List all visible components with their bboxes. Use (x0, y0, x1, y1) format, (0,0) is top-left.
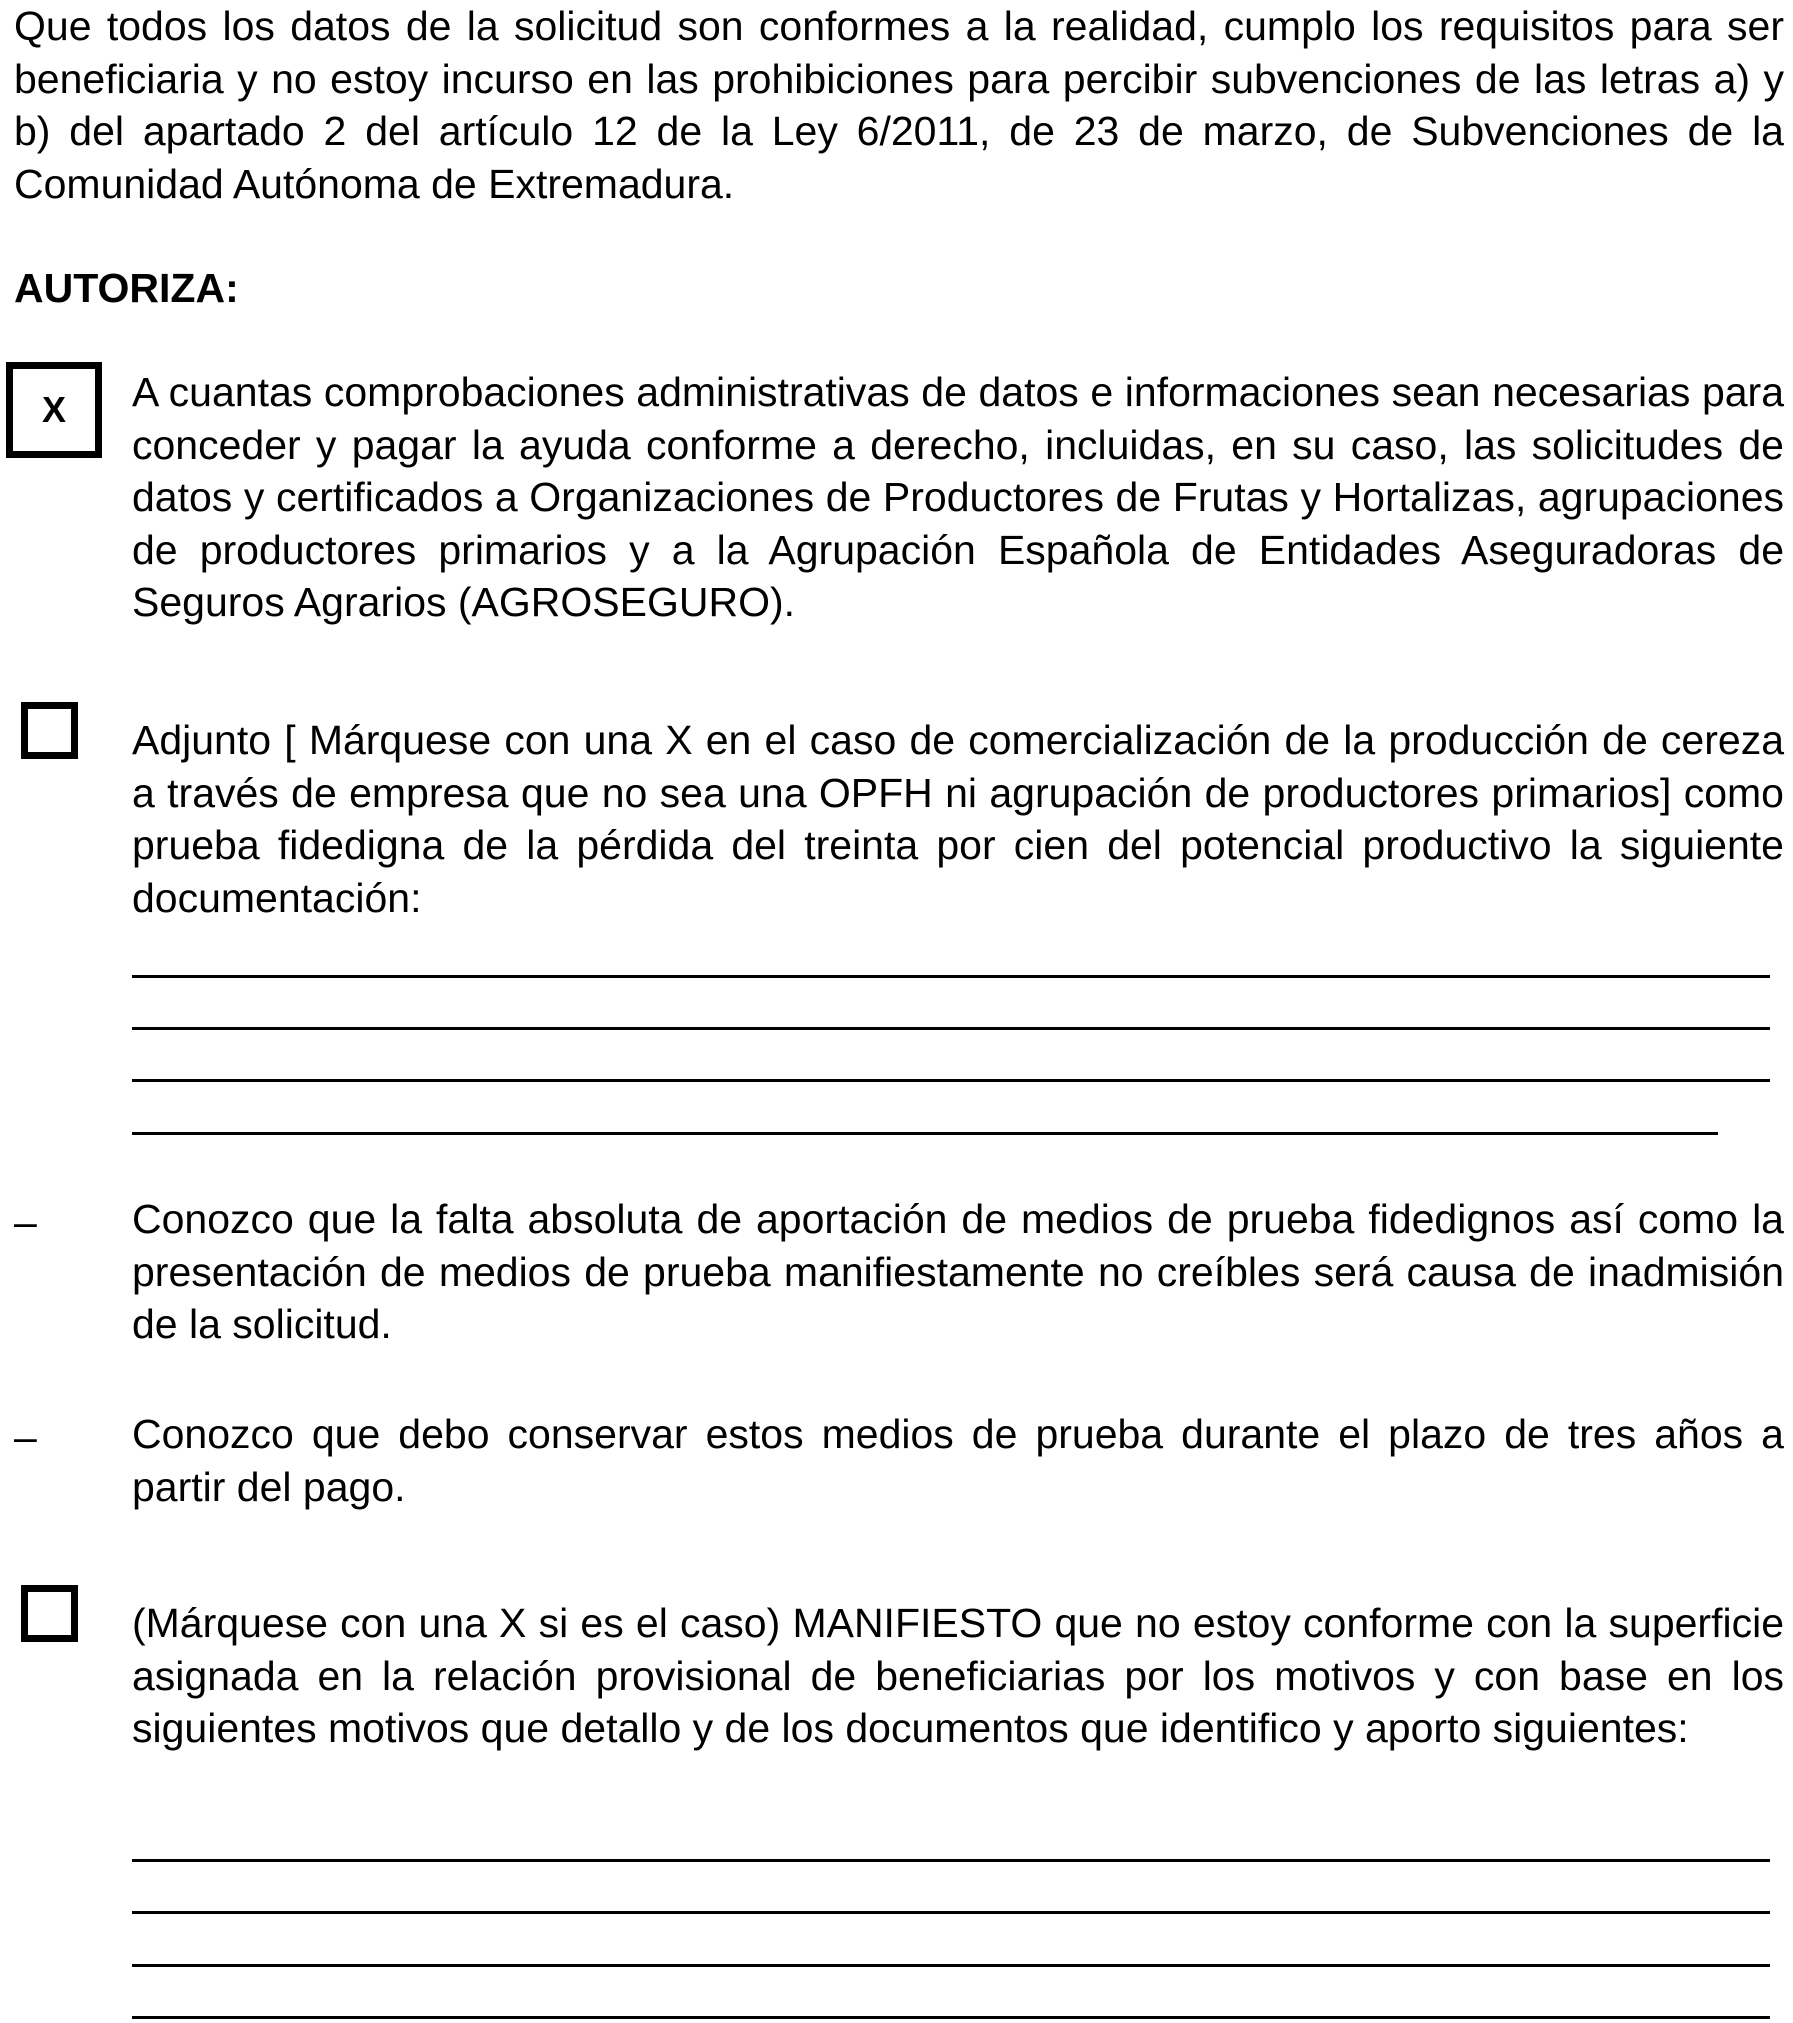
bullet-dash: – (14, 1414, 37, 1460)
motives-line-4[interactable] (132, 2016, 1770, 2019)
checkbox-mark: X (41, 389, 66, 430)
disagreement-checkbox[interactable] (21, 1585, 78, 1642)
evidence-retention-text: Conozco que debo conservar estos medios de prueba durante el plazo de tres años a partir del pago. (132, 1411, 1784, 1510)
motives-line-3[interactable] (132, 1964, 1770, 1967)
intro-declaration: Que todos los datos de la solicitud son conformes a la realidad, cumplo los requisitos para ser beneficiaria y no estoy incurso en las prohibiciones para percibir subvenciones de las letras a) y b) del apartado 2 del artículo 12 de la Ley 6/2011, de 23 de marzo, de Subvenciones de la Comunidad Autónoma de Extremadura. (14, 3, 1784, 207)
authorize-heading: AUTORIZA: (14, 265, 239, 311)
disagreement-text: (Márquese con una X si es el caso) MANIFIESTO que no estoy conforme con la superficie asignada en la relación provisional de beneficiarias por los motivos y con base en los siguientes motivos que detallo y de los documentos que identifico y aporto siguientes: (132, 1600, 1784, 1751)
documentation-line-3[interactable] (132, 1079, 1770, 1082)
documentation-line-1[interactable] (132, 975, 1770, 978)
attach-documents-checkbox[interactable] (21, 702, 78, 759)
documentation-line-4[interactable] (132, 1132, 1718, 1135)
evidence-inadmission-text: Conozco que la falta absoluta de aportación de medios de prueba fidedignos así como la presentación de medios de prueba manifiestamente no creíbles será causa de inadmisión de la solicitud. (132, 1196, 1784, 1347)
motives-line-1[interactable] (132, 1859, 1770, 1862)
motives-line-2[interactable] (132, 1911, 1770, 1914)
documentation-line-2[interactable] (132, 1027, 1770, 1030)
bullet-dash: – (14, 1199, 37, 1245)
attach-documents-text: Adjunto [ Márquese con una X en el caso de comercialización de la producción de cereza a través de empresa que no sea una OPFH ni agrupación de productores primarios] como prueba fidedigna de la pérdida del treinta por cien del potencial productivo la siguiente documentación: (132, 717, 1784, 921)
authorize-checkbox[interactable] (6, 362, 102, 458)
authorize-text: A cuantas comprobaciones administrativas de datos e informaciones sean necesarias para conceder y pagar la ayuda conforme a derecho, incluidas, en su caso, las solicitudes de datos y certificados a Organizaciones de Productores de Frutas y Hortalizas, agrupaciones de productores primarios y a la Agrupación Española de Entidades Aseguradoras de Seguros Agrarios (AGROSEGURO). (132, 369, 1784, 625)
